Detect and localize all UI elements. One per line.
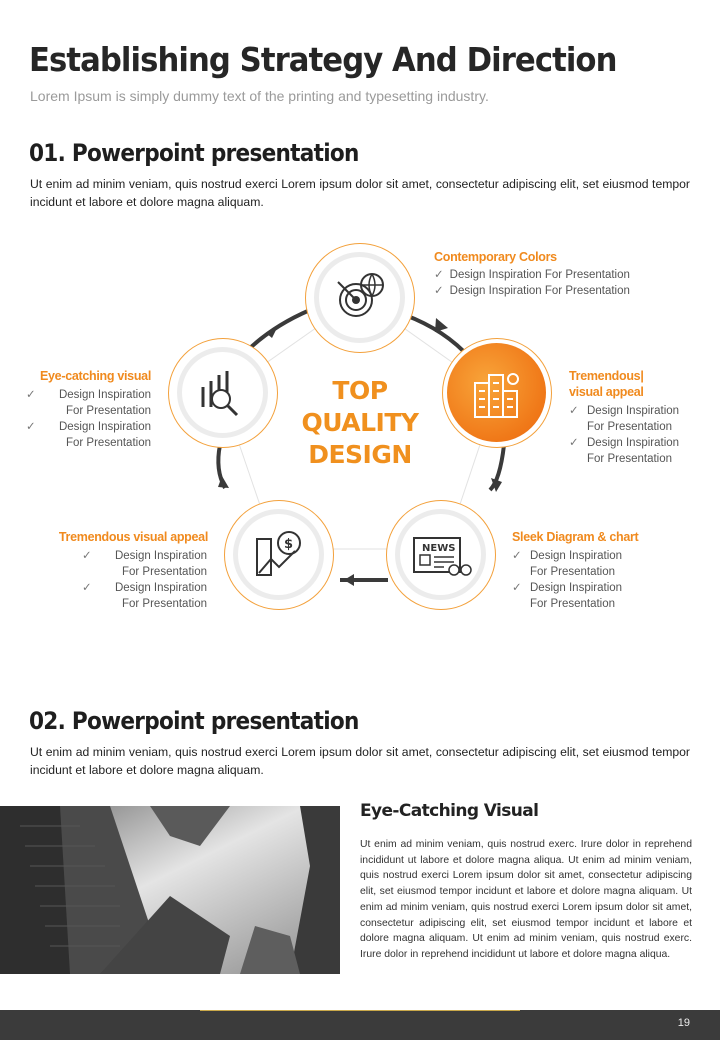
- node-items-tremendous-right: ✓ Design Inspiration For Presentation ✓ Design Inspiration For Presentation: [569, 405, 680, 465]
- node-items-tremendous-left: ✓ Design Inspiration For Presentation ✓ Design Inspiration For Presentation: [82, 550, 207, 610]
- diagram-center-text: [300, 375, 420, 471]
- node-item: Design Inspiration For Presentation: [587, 437, 680, 465]
- node-label-sleek-diagram: Sleek Diagram & chart: [512, 530, 639, 544]
- node-item: Design Inspiration For Presentation: [587, 405, 680, 433]
- node-item: Design Inspiration For Presentation: [58, 421, 151, 449]
- node-items-sleek-diagram: ✓ Design Inspiration For Presentation ✓ Design Inspiration For Presentation: [512, 550, 623, 610]
- node-eye-catching-visual: [168, 338, 278, 448]
- page-title: Establishing Strategy And Direction: [29, 40, 617, 79]
- node-tremendous-visual-appeal-left: [224, 500, 334, 610]
- node-label-eye-catching: Eye-catching visual: [39, 369, 151, 383]
- target-globe-icon: [334, 270, 389, 325]
- node-items-contemporary-colors: ✓ Design Inspiration For Presentation ✓ Design Inspiration For Presentation: [434, 269, 630, 297]
- node-item: Design Inspiration For Presentation: [530, 582, 623, 610]
- section1-body: Ut enim ad minim veniam, quis nostrud exerci Lorem ipsum dolor sit amet, consectetur adipiscing elit, set eiusmod tempor incidunt et labore et dolore magna aliquam.: [30, 177, 690, 209]
- node-label-tremendous-right: Tremendous| visual appeal: [569, 369, 644, 399]
- feature-heading: Eye-Catching Visual: [360, 801, 539, 821]
- dollar-growth-icon: [255, 529, 305, 581]
- node-label-tremendous-left: Tremendous visual appeal: [58, 530, 208, 544]
- section2-body: Ut enim ad minim veniam, quis nostrud exerci Lorem ipsum dolor sit amet, consectetur adipiscing elit, set eiusmod tempor incidunt et labore et dolore magna aliquam.: [30, 745, 690, 777]
- newspaper-icon: [412, 534, 472, 579]
- skyscrapers-image: [0, 806, 340, 974]
- node-item: Design Inspiration For Presentation: [58, 389, 151, 417]
- footer-bar: [0, 1010, 720, 1040]
- svg-text:$: $: [284, 537, 294, 552]
- node-item: Design Inspiration For Presentation: [114, 550, 207, 578]
- node-item: Design Inspiration For Presentation: [449, 285, 630, 297]
- footer-accent-line: [200, 1010, 520, 1011]
- node-contemporary-colors: [305, 243, 415, 353]
- page-subtitle: Lorem Ipsum is simply dummy text of the printing and typesetting industry.: [30, 88, 489, 104]
- node-item: Design Inspiration For Presentation: [530, 550, 623, 578]
- node-tremendous-visual-appeal-right: [442, 338, 552, 448]
- page-number: 19: [677, 1017, 690, 1029]
- section2-heading: 02. Powerpoint presentation: [29, 707, 359, 735]
- buildings-icon: [473, 371, 523, 421]
- node-items-eye-catching: ✓ Design Inspiration For Presentation ✓ Design Inspiration For Presentation: [26, 389, 151, 449]
- node-item: Design Inspiration For Presentation: [449, 269, 630, 281]
- node-item: Design Inspiration For Presentation: [114, 582, 207, 610]
- chart-magnifier-icon: [197, 367, 249, 419]
- center-line-2: QUALITY: [301, 408, 419, 437]
- center-line-1: TOP: [332, 376, 388, 405]
- node-label-contemporary-colors: Contemporary Colors: [434, 250, 557, 264]
- svg-text:NEWS: NEWS: [422, 543, 456, 554]
- center-line-3: DESIGN: [308, 440, 412, 469]
- section1-heading: 01. Powerpoint presentation: [29, 139, 359, 167]
- feature-body: Ut enim ad minim veniam, quis nostrud exerc. Irure dolor in reprehend incididunt ut labore et dolore magna aliqua. Ut enim ad minim veniam, quis nostrud exerci Lorem ipsum dolor sit amet, consectetur adipiscing elit, set eiusmod tempor incidunt et labore et dolore magna aliquam. Ut enim ad minim veniam, quis nostrud exerci Lorem ipsum dolor sit amet, consectetur adipiscing elit, set eiusmod tempor incidunt et labore et dolore magna aliquam. Ut enim ad minim veniam, quis nostrud exerc. Irure dolor in reprehend incididunt ut labore et dolore magna aliqua.: [360, 839, 692, 960]
- city-buildings-photo: [0, 806, 340, 974]
- node-sleek-diagram: [386, 500, 496, 610]
